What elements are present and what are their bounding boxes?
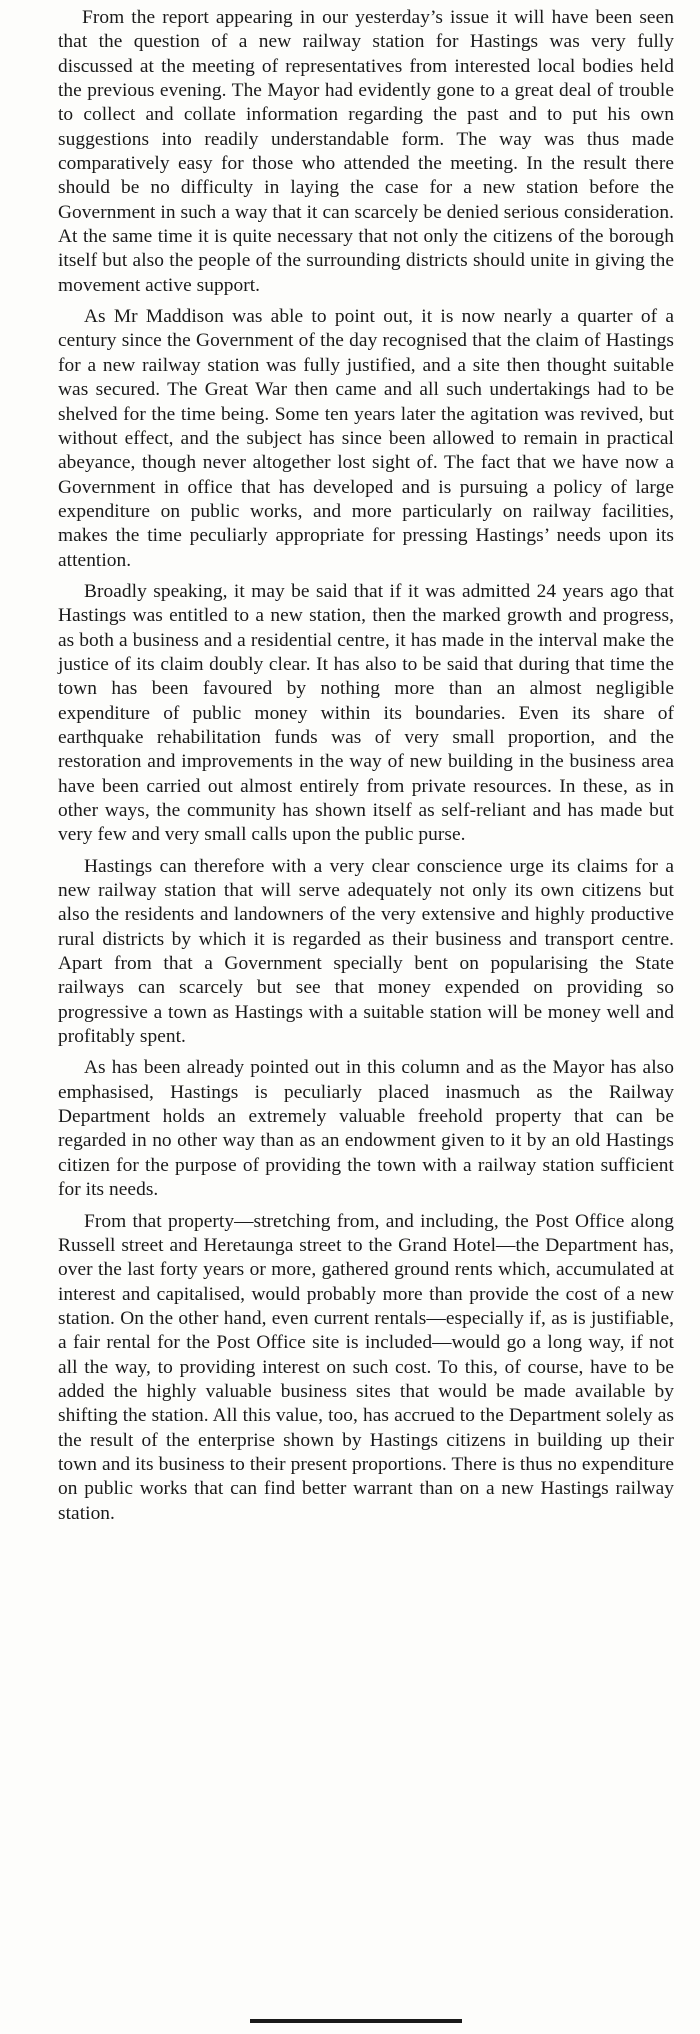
paragraph-1: From the report appearing in our yesterday’s issue it will have been seen that the question of a new railway station for Hastings was very fully discussed at the meeting of representatives from interested local bodies held the previous evening. The Mayor had evidently gone to a great deal of trouble to collect and collate information regarding the past and to put his own suggestions into readily understandable form. The way was thus made comparatively easy for those who attended the meeting. In the result there should be no difficulty in laying the case for a new station before the Government in such a way that it can scarcely be denied serious consideration. At the same time it is quite necessary that not only the citizens of the borough itself but also the people of the surrounding districts should unite in giving the movement active support. — [58, 7, 674, 296]
paragraph-4: Hastings can therefore with a very clear conscience urge its claims for a new railway station that will serve adequately not only its own citizens but also the residents and landowners of the very extensive and highly productive rural districts by which it is regarded as their business and transport centre. Apart from that a Government specially bent on popularising the State railways can scarcely but see that money expended on providing so progressive a town as Hastings with a suitable station will be money well and profitably spent. — [58, 855, 674, 1048]
paragraph-6: From that property—stretching from, and including, the Post Office along Russell street and Heretaunga street to the Grand Hotel—the Department has, over the last forty years or more, gathered ground rents which, accumulated at interest and capitalised, would probably more than provide the cost of a new station. On the other hand, even current rentals—especially if, as is justifiable, a fair rental for the Post Office site is included—would go a long way, if not all the way, to providing interest on such cost. To this, of course, have to be added the highly valuable business sites that would be made available by shifting the station. All this value, too, has accrued to the Department solely as the result of the enterprise shown by Hastings citizens in building up their town and its business to their present proportions. There is thus no expenditure on public works that can find better warrant than on a new Hastings railway station. — [58, 1210, 674, 1524]
paragraph-2: As Mr Maddison was able to point out, it is now nearly a quarter of a century since the Government of the day recognised that the claim of Hastings for a new railway station was fully justified, and a site then thought suitable was secured. The Great War then came and all such undertakings had to be shelved for the time being. Some ten years later the agitation was revived, but without effect, and the subject has since been allowed to remain in practical abeyance, though never altogether lost sight of. The fact that we have now a Government in office that has developed and is pursuing a policy of large expenditure on public works, and more particularly on railway facilities, makes the time peculiarly appropriate for pressing Hastings’ needs upon its attention. — [58, 306, 674, 571]
editorial-column — [58, 6, 674, 1533]
end-rule — [250, 2019, 462, 2023]
paragraph-5: As has been already pointed out in this column and as the Mayor has also emphasised, Hastings is peculiarly placed inasmuch as the Railway Department holds an extremely valuable freehold property that can be regarded in no other way than as an endowment given to it by an old Hastings citizen for the purpose of providing the town with a railway station sufficient for its needs. — [58, 1057, 674, 1201]
paragraph-3: Broadly speaking, it may be said that if it was admitted 24 years ago that Hastings was entitled to a new station, then the marked growth and progress, as both a business and a residential centre, it has made in the interval make the justice of its claim doubly clear. It has also to be said that during that time the town has been favoured by nothing more than an almost negligible expenditure of public money within its boundaries. Even its share of earthquake rehabilitation funds was of very small proportion, and the restoration and improvements in the way of new building in the business area have been carried out almost entirely from private resources. In these, as in other ways, the community has shown itself as self-reliant and has made but very few and very small calls upon the public purse. — [58, 580, 674, 846]
